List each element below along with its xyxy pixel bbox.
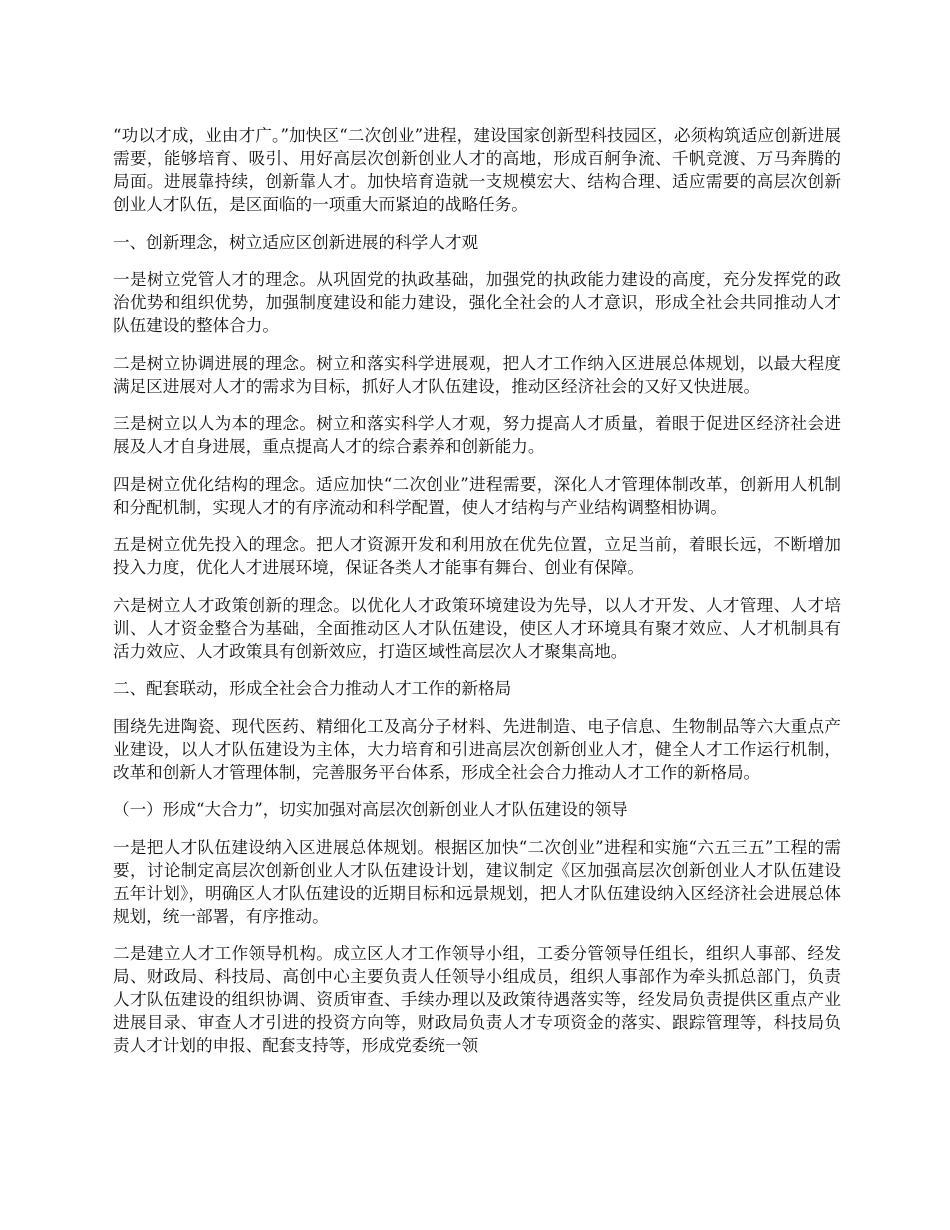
paragraph: 四是树立优化结构的理念。适应加快“二次创业”进程需要，深化人才管理体制改革，创新用人机制和分配机制，实现人才的有序流动和科学配置，使人才结构与产业结构调整相协调。	[113, 474, 841, 517]
paragraph: 一是树立党管人才的理念。从巩固党的执政基础，加强党的执政能力建设的高度，充分发挥党的政治优势和组织优势，加强制度建设和能力建设，强化全社会的人才意识，形成全社会共同推动人才队伍建设的整体合力。	[113, 270, 841, 335]
paragraph: 六是树立人才政策创新的理念。以优化人才政策环境建设为先导，以人才开发、人才管理、人才培训、人才资金整合为基础，全面推动区人才队伍建设，使区人才环境具有聚才效应、人才机制具有活力效应、人才政策具有创新效应，打造区域性高层次人才聚集高地。	[113, 595, 841, 661]
intro-paragraph: “功以才成，业由才广。”加快区“二次创业”进程，建设国家创新型科技园区，必须构筑适应创新进展需要，能够培育、吸引、用好高层次创新创业人才的高地，形成百舸争流、千帆竞渡、万马奔腾的局面。进展靠持续，创新靠人才。加快培育造就一支规模宏大、结构合理、适应需要的高层次创新创业人才队伍，是区面临的一项重大而紧迫的战略任务。	[113, 126, 841, 214]
paragraph: 围绕先进陶瓷、现代医药、精细化工及高分子材料、先进制造、电子信息、生物制品等六大重点产业建设，以人才队伍建设为主体，大力培育和引进高层次创新创业人才，健全人才工作运行机制，改革和创新人才管理体制，完善服务平台体系，形成全社会合力推动人才工作的新格局。	[113, 716, 841, 782]
paragraph: 二是建立人才工作领导机构。成立区人才工作领导小组，工委分管领导任组长，组织人事部、经发局、财政局、科技局、高创中心主要负责人任领导小组成员，组织人事部作为牵头抓总部门，负责人才队伍建设的组织协调、资质审查、手续办理以及政策待遇落实等，经发局负责提供区重点产业进展目录、审查人才引进的投资方向等，财政局负责人才专项资金的落实、跟踪管理等，科技局负责人才计划的申报、配套支持等，形成党委统一领	[113, 944, 841, 1055]
document-body	[113, 124, 841, 1072]
section-heading-2: 二、配套联动，形成全社会合力推动人才工作的新格局	[113, 679, 512, 698]
paragraph: 一是把人才队伍建设纳入区进展总体规划。根据区加快“二次创业”进程和实施“六五三五”工程的需要，讨论制定高层次创新创业人才队伍建设计划，建议制定《区加强高层次创新创业人才队伍建设五年计划》，明确区人才队伍建设的近期目标和远景规划，把人才队伍建设纳入区经济社会进展总体规划，统一部署，有序推动。	[113, 837, 841, 926]
paragraph: 二是树立协调进展的理念。树立和落实科学进展观，把人才工作纳入区进展总体规划，以最大程度满足区进展对人才的需求为目标，抓好人才队伍建设，推动区经济社会的又好又快进展。	[113, 353, 841, 396]
section-heading-1: 一、创新理念，树立适应区创新进展的科学人才观	[113, 232, 479, 252]
subsection-heading-1: （一）形成“大合力”，切实加强对高层次创新创业人才队伍建设的领导	[113, 800, 628, 819]
paragraph: 三是树立以人为本的理念。树立和落实科学人才观，努力提高人才质量，着眼于促进区经济社会进展及人才自身进展，重点提高人才的综合素养和创新能力。	[113, 414, 841, 456]
paragraph: 五是树立优先投入的理念。把人才资源开发和利用放在优先位置，立足当前，着眼长远，不断增加投入力度，优化人才进展环境，保证各类人才能事有舞台、创业有保障。	[113, 535, 841, 577]
